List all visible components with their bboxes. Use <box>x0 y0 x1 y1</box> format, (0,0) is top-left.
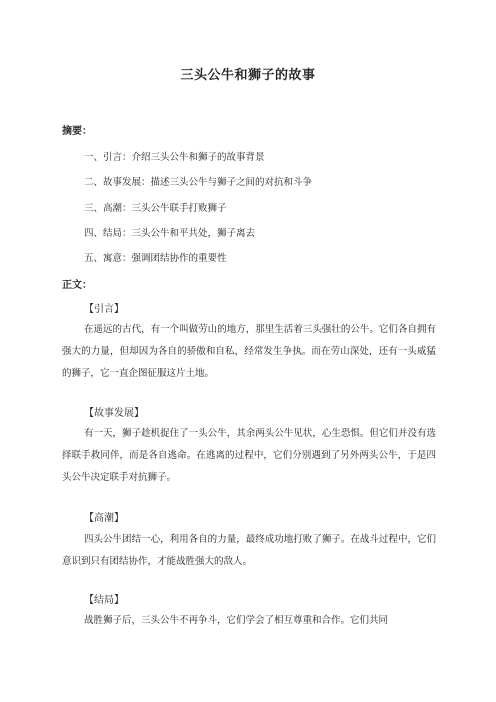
body-label: 正文： <box>62 280 92 291</box>
section-paragraph-ending: 战胜狮子后，三头公牛不再争斗，它们学会了相互尊重和合作。它们共同 <box>84 615 389 626</box>
section-paragraph-development: 有一天，狮子趁机捉住了一头公牛，其余两头公牛见状，心生恐惧。但它们并没有选择联手救同伴，而是各自逃命。在逃离的过程中，它们分别遇到了另外两头公牛，于是四头公牛决定联手对抗狮子。 <box>62 428 436 483</box>
section-heading-ending: 【结局】 <box>84 595 124 606</box>
outline-item: 五、寓意：强调团结协作的重要性 <box>84 253 227 264</box>
outline-item: 一、引言：介绍三头公牛和狮子的故事背景 <box>84 152 265 163</box>
section-paragraph-intro: 在遥远的古代，有一个叫做劳山的地方，那里生活着三头强壮的公牛。它们各自拥有强大的力量，但却因为各自的骄傲和自私，经常发生争执。而在劳山深处，还有一头威猛的狮子，它一直企图征服这片土地。 <box>62 324 436 379</box>
outline-item: 二、故事发展：描述三头公牛与狮子之间的对抗和斗争 <box>84 177 313 188</box>
section-paragraph-climax: 四头公牛团结一心，利用各自的力量，最终成功地打败了狮子。在战斗过程中，它们意识到只有团结协作，才能战胜强大的敌人。 <box>62 534 436 567</box>
outline-item: 四、结局：三头公牛和平共处，狮子离去 <box>84 228 256 239</box>
outline-item: 三、高潮：三头公牛联手打败狮子 <box>84 203 227 214</box>
abstract-label: 摘要： <box>62 126 92 137</box>
page-title: 三头公牛和狮子的故事 <box>180 68 316 83</box>
section-heading-intro: 【引言】 <box>84 304 124 315</box>
section-heading-climax: 【高潮】 <box>84 513 124 524</box>
section-heading-development: 【故事发展】 <box>84 408 144 419</box>
